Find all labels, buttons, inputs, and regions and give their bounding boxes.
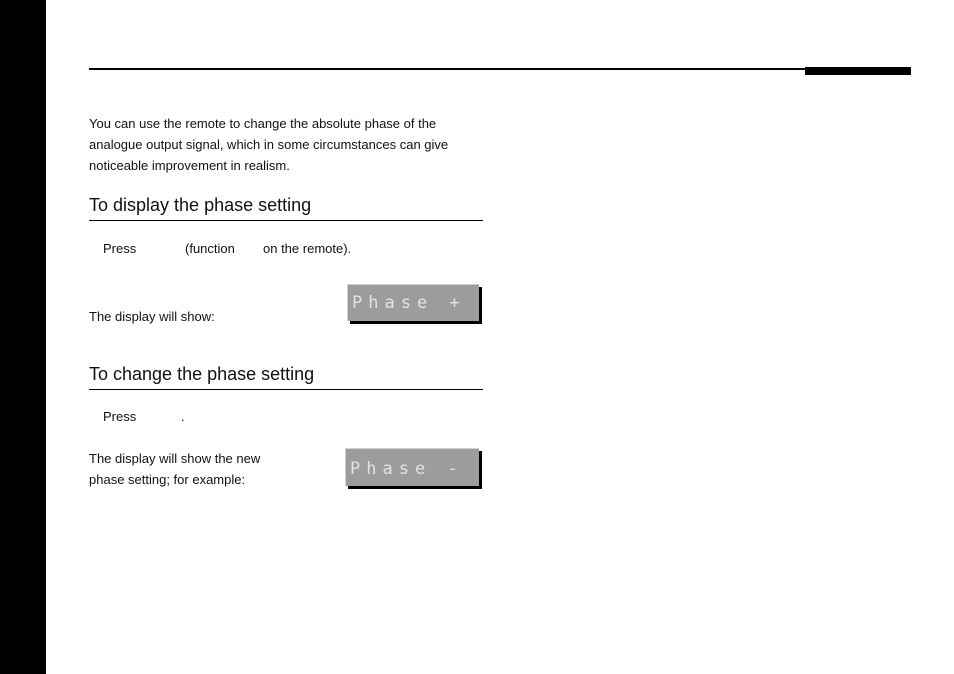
step-press-label-2: Press <box>103 409 137 424</box>
lcd-display-phase-minus: Phase - <box>345 448 479 486</box>
heading-display-phase: To display the phase setting <box>89 194 483 221</box>
heading-change-phase: To change the phase setting <box>89 363 483 390</box>
step-function-label: (function <box>185 241 235 256</box>
step-period: . <box>181 409 185 424</box>
top-rule <box>89 68 805 70</box>
step-remote-label: on the remote). <box>263 241 352 256</box>
intro-paragraph: You can use the remote to change the absolute phase of the analogue output signal, which in some circumstances can give noticeable improvement in realism. <box>89 116 449 173</box>
display-show-label: The display will show: <box>89 309 215 324</box>
step-press-label: Press <box>103 241 137 256</box>
lcd-display-phase-plus: Phase + <box>347 284 479 321</box>
top-rule-tab <box>805 67 911 75</box>
side-margin-bar <box>0 0 46 674</box>
display-new-label-line2: phase setting; for example: <box>89 472 246 487</box>
display-new-label-line1: The display will show the new <box>89 451 261 466</box>
